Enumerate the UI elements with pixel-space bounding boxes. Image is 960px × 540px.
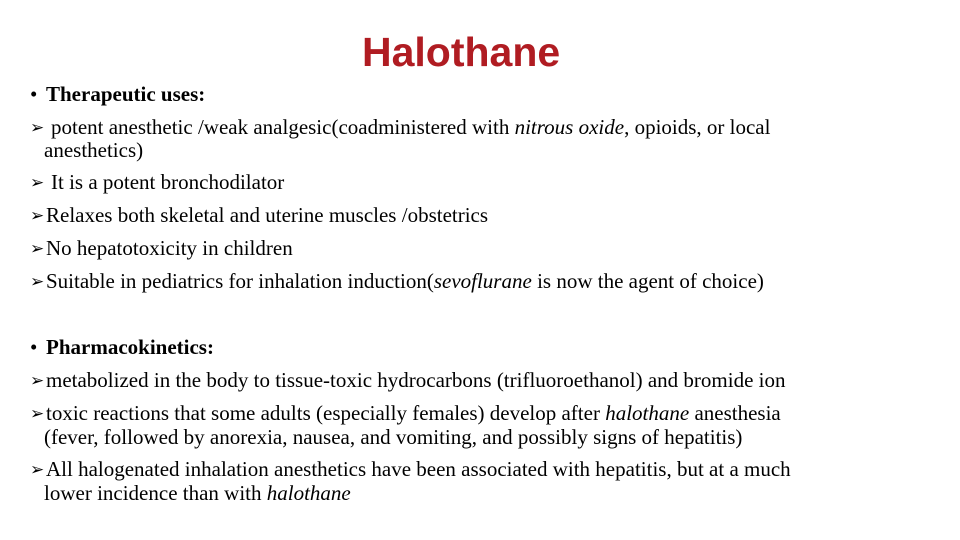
section-heading-pharmacokinetics: • Pharmacokinetics: [30,335,214,359]
list-item: ➢metabolized in the body to tissue-toxic hydrocarbons (trifluoroethanol) and bromide ion [30,368,786,392]
list-item: ➢Relaxes both skeletal and uterine muscles /obstetrics [30,203,489,227]
list-item-continuation: lower incidence than with halothane [44,481,351,505]
list-item: ➢No hepatotoxicity in children [30,236,293,260]
arrow-bullet-icon: ➢ [30,272,45,292]
list-item: ➢All halogenated inhalation anesthetics have been associated with hepatitis, but at a much [30,457,791,481]
arrow-bullet-icon: ➢ [30,404,45,424]
section-heading-therapeutic-uses: • Therapeutic uses: [30,82,206,106]
arrow-bullet-icon: ➢ [30,206,45,226]
list-item: ➢toxic reactions that some adults (especially females) develop after halothane anesthesia [30,401,781,425]
arrow-bullet-icon: ➢ [30,173,45,193]
bullet-icon: • [30,335,38,359]
arrow-bullet-icon: ➢ [30,460,45,480]
arrow-bullet-icon: ➢ [30,118,45,138]
arrow-bullet-icon: ➢ [30,371,45,391]
arrow-bullet-icon: ➢ [30,239,45,259]
slide-title: Halothane [362,29,561,75]
list-item-continuation: (fever, followed by anorexia, nausea, and vomiting, and possibly signs of hepatitis) [44,425,743,449]
bullet-icon: • [30,82,38,106]
list-item: ➢Suitable in pediatrics for inhalation induction(sevoflurane is now the agent of choice) [30,269,764,293]
list-item: ➢ potent anesthetic /weak analgesic(coadministered with nitrous oxide, opioids, or local [30,115,771,139]
list-item-continuation: anesthetics) [44,138,144,162]
list-item: ➢ It is a potent bronchodilator [30,170,285,194]
